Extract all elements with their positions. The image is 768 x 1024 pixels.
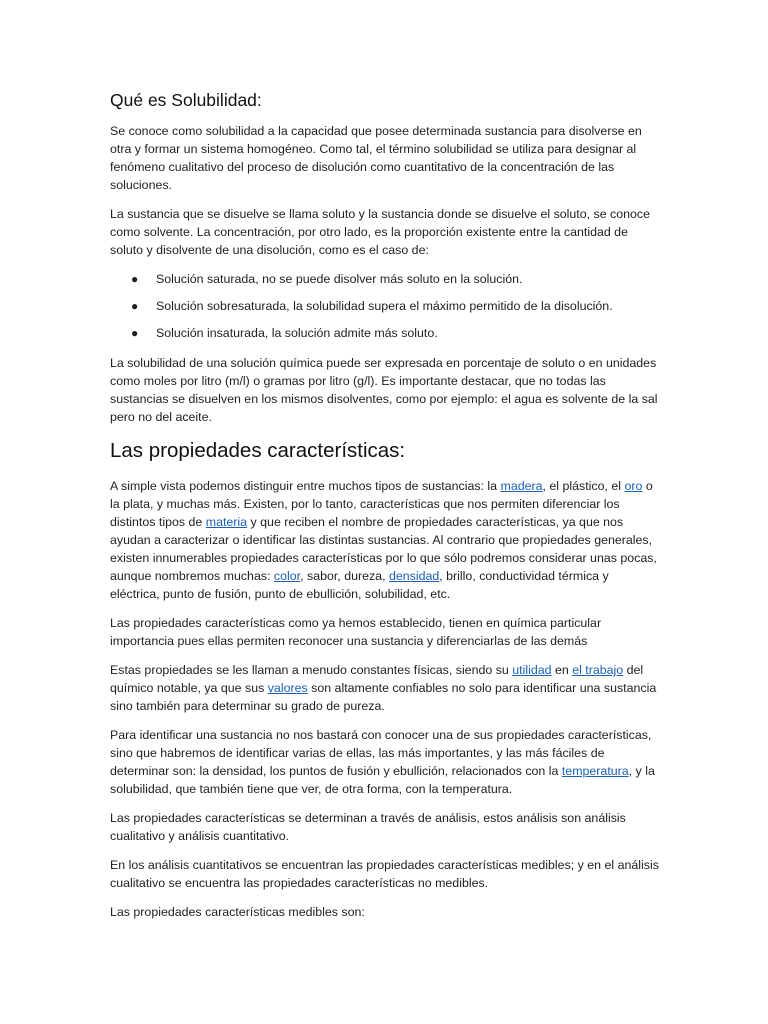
list-item-text: Solución insaturada, la solución admite más soluto. [156, 326, 438, 340]
bullet-list-soluciones [110, 270, 660, 342]
paragraph-tipos-sustancias [110, 477, 660, 603]
bullet-icon: ● [131, 326, 139, 340]
link-madera[interactable]: madera [500, 479, 543, 493]
link-utilidad[interactable]: utilidad [512, 663, 552, 677]
bullet-icon: ● [131, 299, 139, 313]
list-item-text: Solución saturada, no se puede disolver más soluto en la solución. [156, 272, 523, 286]
bullet-icon: ● [131, 272, 139, 286]
list-item [110, 324, 660, 342]
text-run: Para identificar una sustancia no nos bastará con conocer una de sus propiedades características, sino que habremos de identificar varias de ellas, las más importantes, y las más fáciles de determinar son: la densidad, los puntos de fusión y ebullición, relacionados con la [110, 728, 652, 778]
paragraph-soluto-solvente: La sustancia que se disuelve se llama soluto y la sustancia donde se disuelve el soluto, se conoce como solvente. La concentración, por otro lado, es la proporción existente entre la cantidad de soluto y disolvente de una disolución, como es el caso de: [110, 207, 651, 257]
text-run: , brillo, conductividad térmica y eléctrica, punto de fusión, punto de ebullición, solubilidad, etc. [110, 569, 609, 601]
section-title-solubilidad: Qué es Solubilidad: [110, 90, 262, 110]
text-run: A simple vista podemos distinguir entre muchos tipos de sustancias: la [110, 479, 501, 493]
text-run: y que reciben el nombre de propiedades características, ya que nos ayudan a caracterizar o identificar las distintas sustancias. Al contrario que propiedades generales, existen innumerables propiedades características por lo que sólo podremos considerar unas pocas, aunque nombremos muchas: [110, 515, 657, 583]
list-item [110, 297, 660, 315]
text-run: o la plata, y muchas más. Existen, por lo tanto, características que nos permiten diferenciar los distintos tipos de [110, 479, 653, 529]
text-run: son altamente confiables no solo para identificar una sustancia sino también para determinar su grado de pureza. [110, 681, 657, 713]
text-run: del químico notable, ya que sus [110, 663, 644, 695]
paragraph-analisis: Las propiedades características se determinan a través de análisis, estos análisis son análisis cualitativo y análisis cuantitativo. [110, 811, 626, 843]
section-title-propiedades: Las propiedades características: [110, 439, 406, 462]
paragraph-identificar [110, 726, 660, 798]
text-run: en [551, 663, 573, 677]
list-item [110, 270, 660, 288]
link-densidad[interactable]: densidad [388, 569, 440, 583]
paragraph-constantes-fisicas [110, 661, 660, 715]
paragraph-medibles: Las propiedades características medibles son: [110, 905, 365, 919]
paragraph-importancia: Las propiedades características como ya hemos establecido, tienen en química particular importancia pues ellas permiten reconocer una sustancia y diferenciarlas de las demás [110, 616, 602, 648]
paragraph-definicion: Se conoce como solubilidad a la capacidad que posee determinada sustancia para disolverse en otra y formar un sistema homogéneo. Como tal, el término solubilidad se utiliza para designar al fenómeno cualitativo del proceso de disolución como cuantitativo de la concentración de las soluciones. [110, 124, 642, 192]
link-color[interactable]: color [273, 569, 301, 583]
link-valores[interactable]: valores [267, 681, 308, 695]
list-item-text: Solución sobresaturada, la solubilidad supera el máximo permitido de la disolución. [156, 299, 613, 313]
paragraph-cuantitativos: En los análisis cuantitativos se encuentran las propiedades características medibles; y en el análisis cualitativo se encuentra las propiedades características no medibles. [110, 858, 659, 890]
text-run: Estas propiedades se les llaman a menudo constantes físicas, siendo su [110, 663, 513, 677]
text-run: , y la solubilidad, que también tiene que ver, de otra forma, con la temperatura. [110, 764, 655, 796]
text-run: , el plástico, el [542, 479, 625, 493]
paragraph-expresion: La solubilidad de una solución química puede ser expresada en porcentaje de soluto o en unidades como moles por litro (m/l) o gramas por litro (g/l). Es importante destacar, que no todas las sustancias se disuelven en los mismos disolventes, como por ejemplo: el agua es solvente de la sal pero no del aceite. [110, 356, 658, 424]
link-temperatura[interactable]: temperatura [561, 764, 629, 778]
link-oro[interactable]: oro [624, 479, 643, 493]
link-el-trabajo[interactable]: el trabajo [572, 663, 624, 677]
text-run: , sabor, dureza, [300, 569, 389, 583]
document-page [110, 88, 660, 932]
link-materia[interactable]: materia [205, 515, 248, 529]
